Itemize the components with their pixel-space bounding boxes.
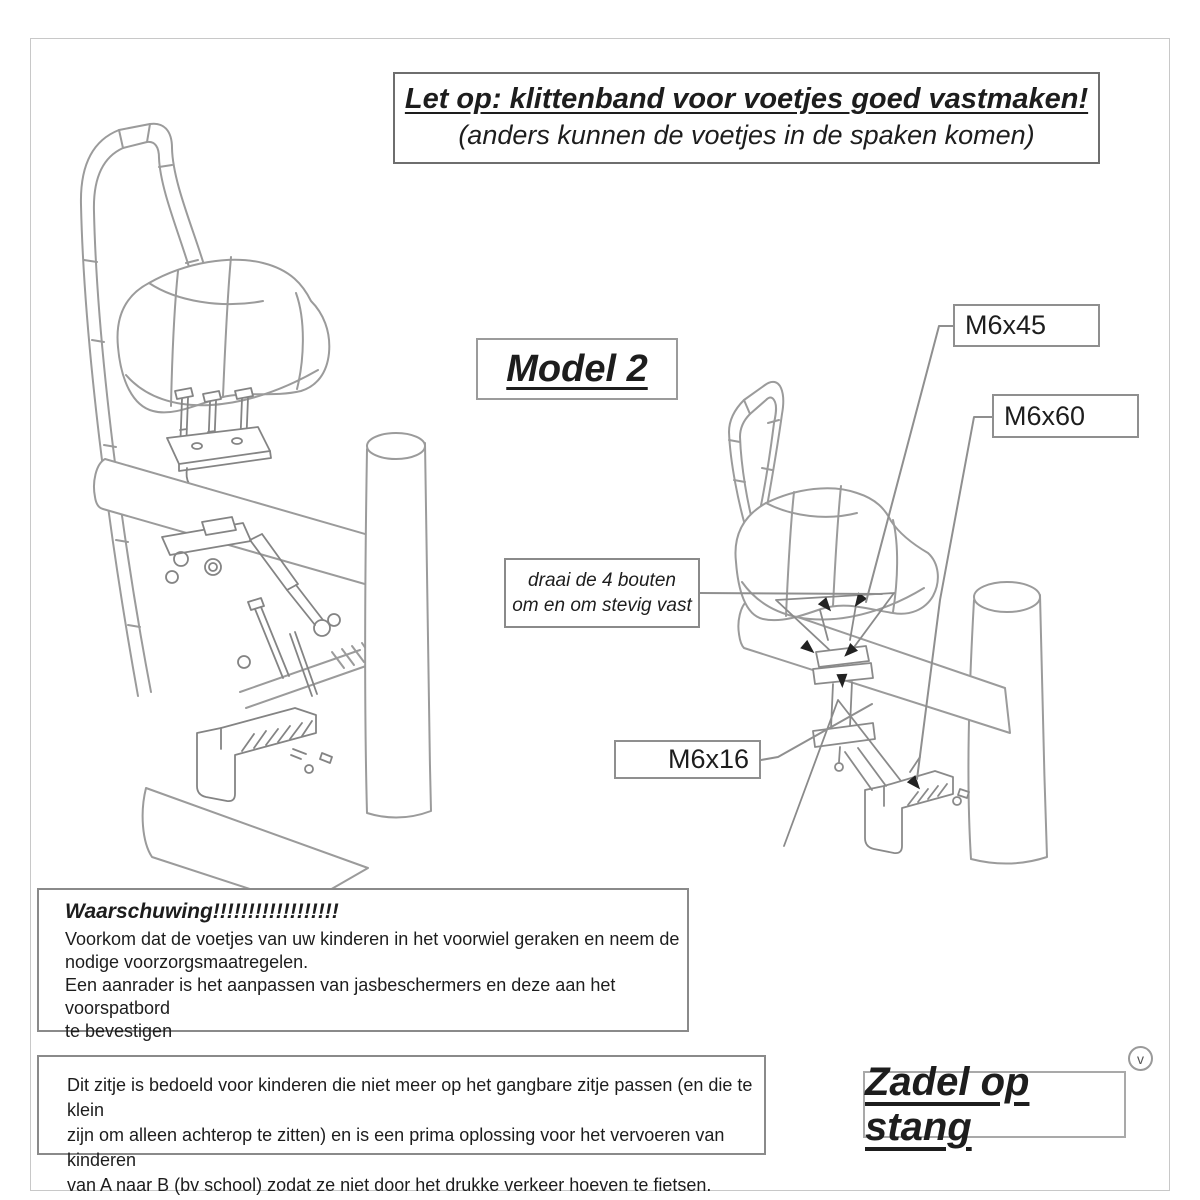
warning-line: Een aanrader is het aanpassen van jasbeschermers en deze aan het voorspatbord bbox=[65, 975, 616, 1018]
model-title: Model 2 bbox=[506, 347, 648, 390]
version-badge-text: v bbox=[1137, 1050, 1144, 1067]
left-drawing-exploded-seat bbox=[81, 124, 431, 906]
left-saddle-drawing bbox=[118, 257, 330, 412]
info-line: zijn om alleen achterop te zitten) en is een prima oplossing voor het vervoeren van kinderen bbox=[67, 1125, 725, 1170]
info-line: Dit zitje is bedoeld voor kinderen die niet meer op het gangbare zitje passen (en die te klein bbox=[67, 1075, 753, 1120]
right-drawing-assembled-seat bbox=[729, 382, 1047, 864]
left-seat-bolts-exploded bbox=[167, 388, 271, 489]
warning-line: nodige voorzorgsmaatregelen. bbox=[65, 952, 309, 972]
left-stay-tube bbox=[240, 643, 372, 708]
part-label-m6x16 bbox=[614, 740, 761, 779]
warning-line: Voorkom dat de voetjes van uw kinderen in het voorwiel geraken en neem de bbox=[65, 929, 680, 949]
info-line: van A naar B (bv school) zodat ze niet door het drukke verkeer hoeven te fietsen. bbox=[67, 1175, 712, 1195]
note-line-1: draai de 4 bouten bbox=[528, 570, 676, 591]
warning-box bbox=[37, 888, 689, 1041]
left-frame-seat-tube bbox=[365, 433, 431, 818]
warning-title: Waarschuwing!!!!!!!!!!!!!!!!!! bbox=[65, 900, 339, 923]
note-leader-line bbox=[700, 593, 882, 594]
part-label-m6x16-text: M6x16 bbox=[667, 744, 749, 774]
product-title: Zadel op stang bbox=[865, 1059, 1030, 1149]
part-label-m6x45-text: M6x45 bbox=[965, 310, 1047, 340]
part-label-m6x45 bbox=[953, 304, 1100, 347]
model-title-box bbox=[476, 338, 678, 400]
warning-line: te bevestigen bbox=[65, 1021, 173, 1041]
product-title-box bbox=[863, 1059, 1126, 1149]
part-label-m6x60 bbox=[992, 394, 1139, 438]
purpose-info-box bbox=[37, 1055, 766, 1195]
tighten-bolts-note bbox=[504, 558, 700, 628]
left-lower-bracket bbox=[197, 708, 332, 801]
banner-line-1: Let op: klittenband voor voetjes goed vastmaken! bbox=[404, 83, 1089, 115]
version-badge bbox=[1128, 1046, 1153, 1071]
part-label-m6x60-text: M6x60 bbox=[1004, 400, 1086, 431]
right-lower-bracket bbox=[845, 748, 969, 853]
note-line-2: om en om stevig vast bbox=[512, 595, 692, 616]
top-warning-banner bbox=[393, 72, 1100, 164]
banner-line-2: (anders kunnen de voetjes in de spaken komen) bbox=[458, 120, 1035, 150]
right-saddle-drawing bbox=[735, 486, 937, 620]
